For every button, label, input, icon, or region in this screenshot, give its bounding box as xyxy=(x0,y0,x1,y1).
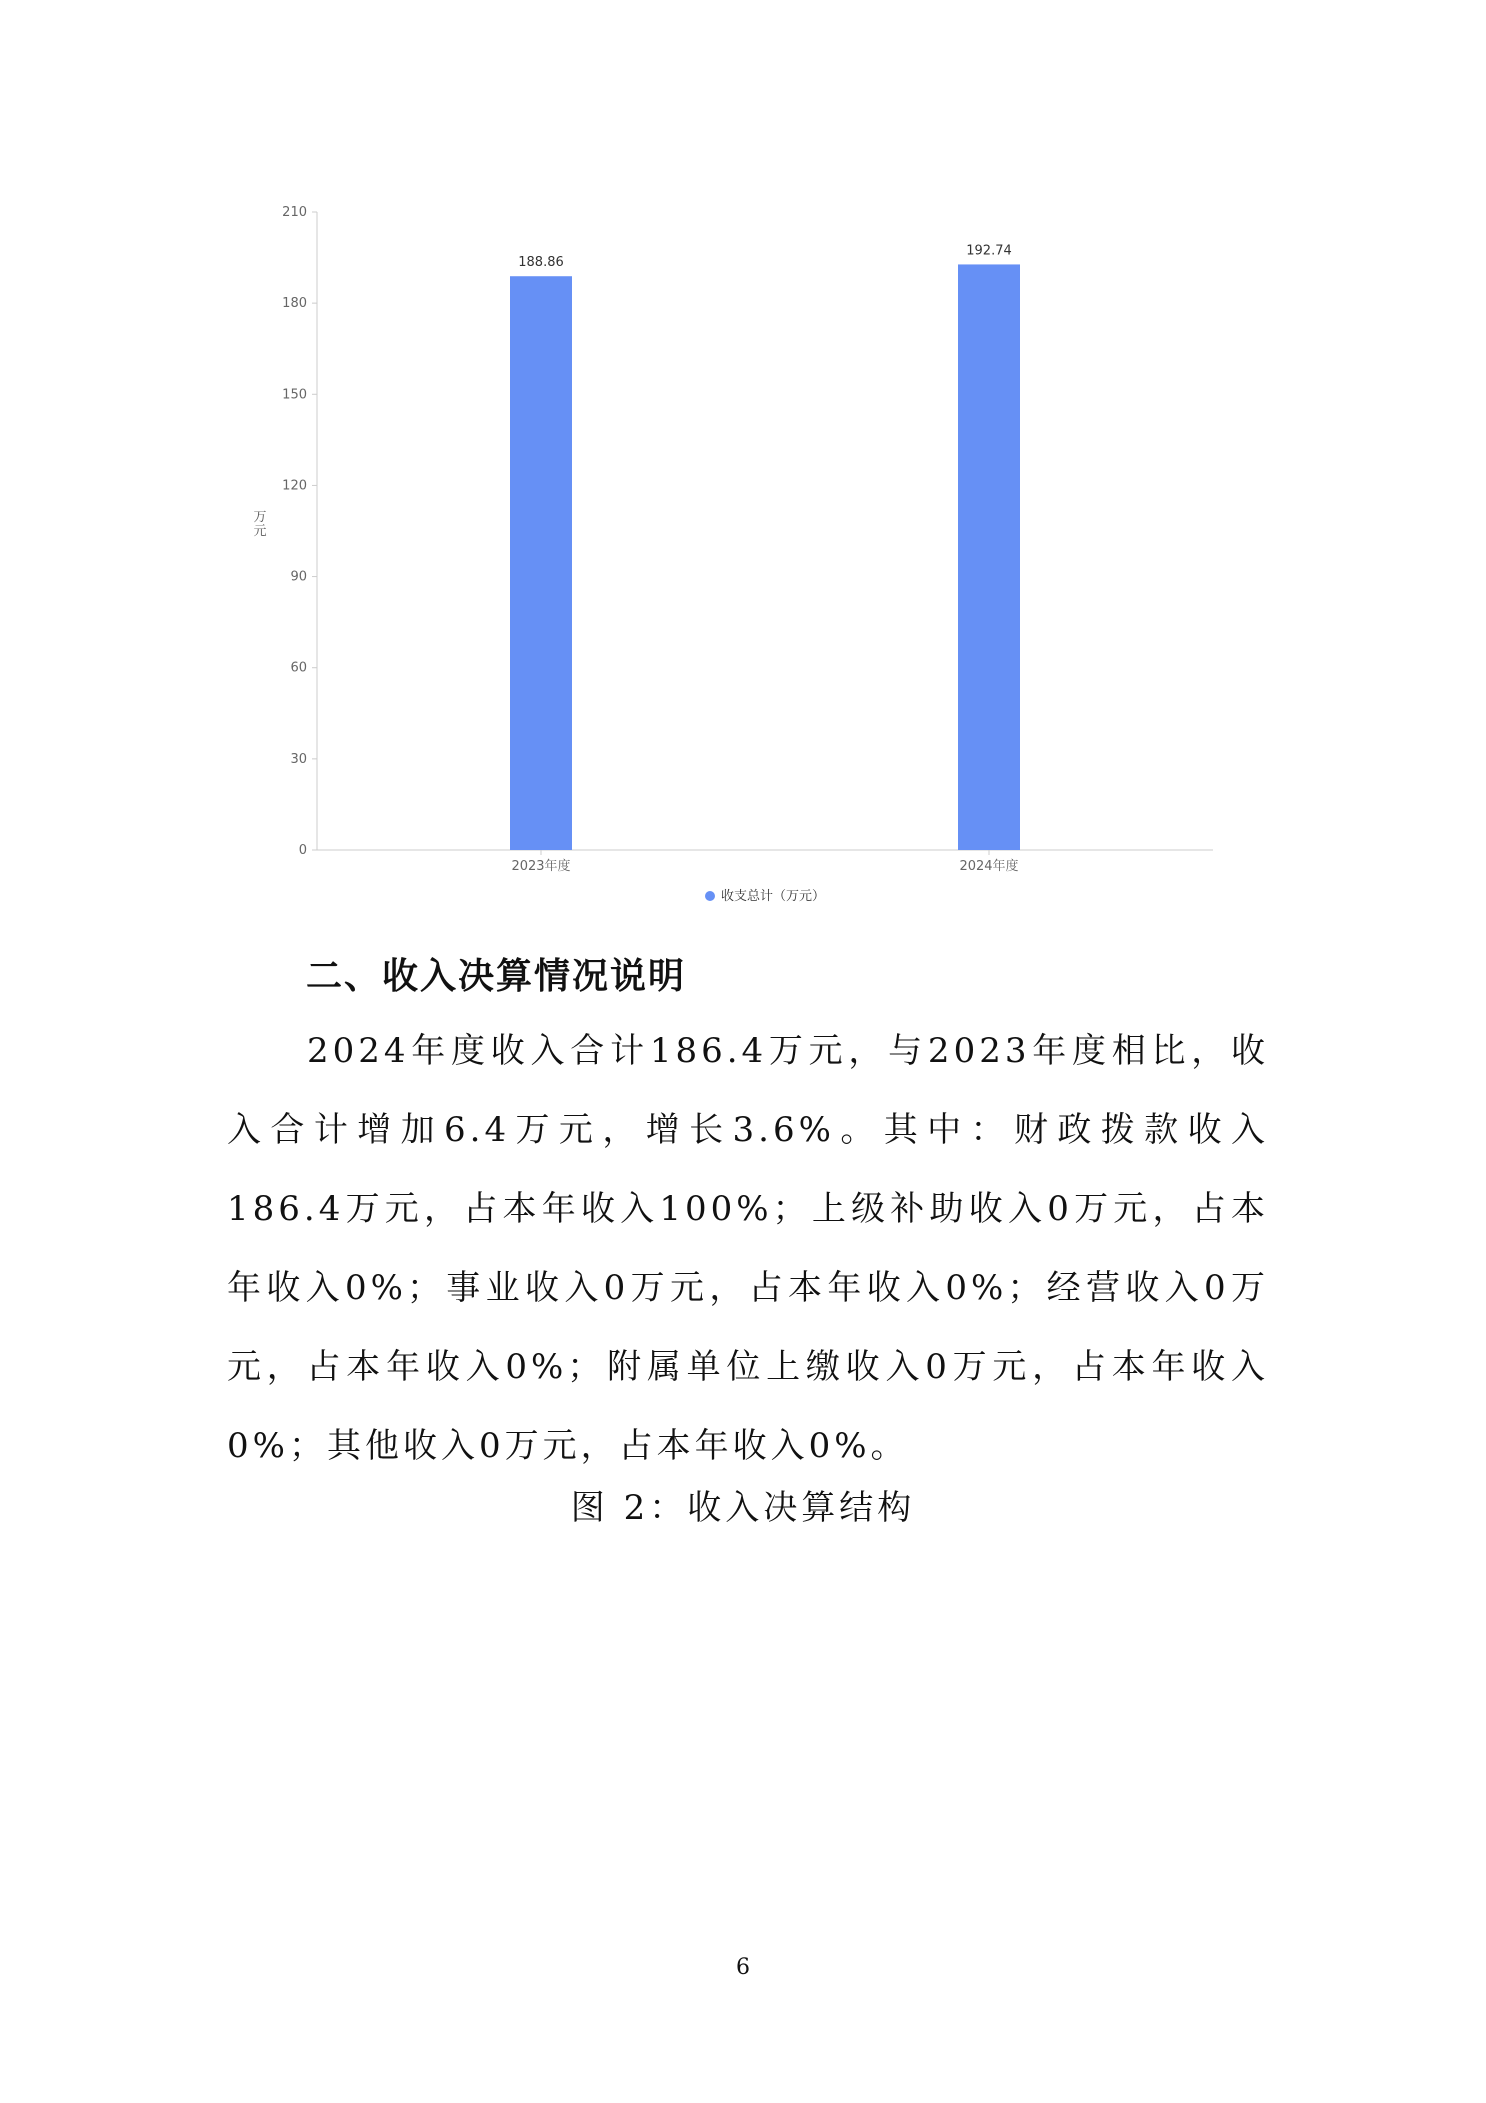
y-tick-label: 120 xyxy=(282,478,307,494)
legend-label: 收支总计（万元） xyxy=(721,889,826,904)
data-label: 192.74 xyxy=(966,243,1012,259)
bar xyxy=(510,276,572,850)
y-tick-label: 180 xyxy=(282,296,307,312)
page-number: 6 xyxy=(736,1955,750,1980)
legend-marker xyxy=(705,891,715,901)
y-tick-label: 30 xyxy=(290,751,307,767)
data-label: 188.86 xyxy=(518,255,564,271)
figure-caption: 图 2：收入决算结构 xyxy=(570,1488,916,1528)
y-tick-label: 0 xyxy=(298,843,307,858)
x-tick-label: 2024年度 xyxy=(959,859,1019,874)
income-expenditure-bar-chart xyxy=(230,190,1280,920)
income-summary-paragraph: 2024年度收入合计186.4万元，与2023年度相比，收入合计增加6.4万元，增长3.6%。其中：财政拨款收入186.4万元，占本年收入100%；上级补助收入0万元，占本年收入0%；事业收入0万元，占本年收入0%；经营收入0万元，占本年收入0%；附属单位上缴收入0万元，占本年收入0%；其他收入0万元，占本年收入0%。 xyxy=(227,1031,1269,1466)
bar xyxy=(958,264,1020,850)
y-tick-label: 60 xyxy=(290,660,307,676)
y-tick-label: 210 xyxy=(282,205,307,220)
section-heading: 二、收入决算情况说明 xyxy=(306,956,687,997)
y-axis-label: 万元 xyxy=(253,510,267,539)
y-tick-label: 90 xyxy=(290,569,307,585)
y-tick-label: 150 xyxy=(282,387,307,403)
x-tick-label: 2023年度 xyxy=(511,859,571,874)
